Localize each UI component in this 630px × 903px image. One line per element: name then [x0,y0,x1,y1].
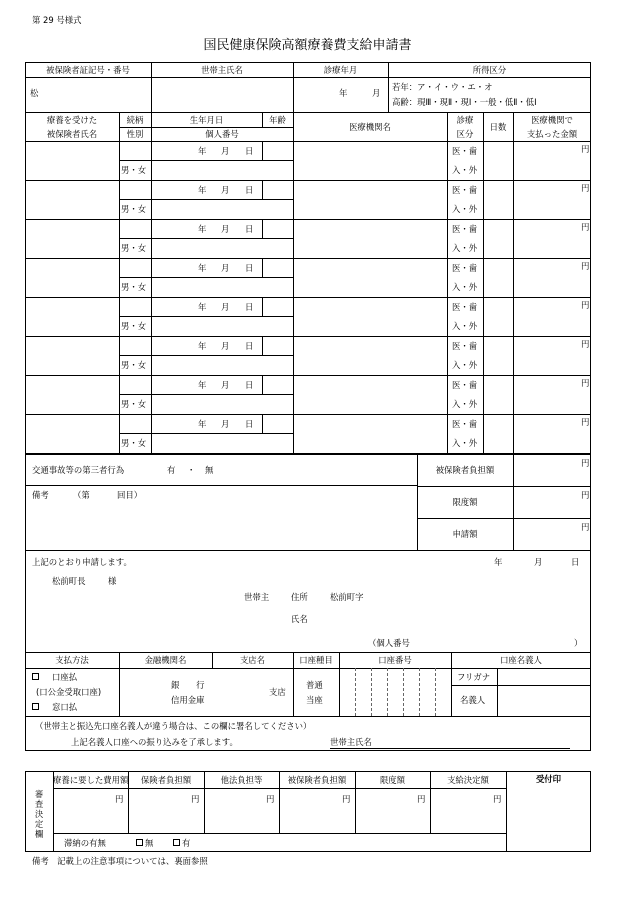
sex-option[interactable]: 男・女 [121,321,147,331]
delegate-sign-label: 世帯主氏名 [330,737,372,747]
sex-option[interactable]: 男・女 [121,438,147,448]
bank-suffix: 銀 行 [171,680,205,690]
review-insured-header: 被保険者負担額 [287,775,347,785]
kind-option-2[interactable]: 入・外 [452,165,478,175]
accident-yes[interactable]: 有 [167,465,176,475]
remarks-label: 備考 [32,490,49,500]
account-number-header: 口座番号 [378,655,412,665]
arrears-exist-checkbox[interactable] [173,839,180,846]
review-side-label: 審 査 決 定 欄 [34,789,44,839]
review-limit-header: 限度額 [379,775,406,785]
branch-suffix: 支店 [269,687,286,697]
insured-no-header: 被保険者証記号・番号 [46,65,130,75]
form-title: 国民健康保険高額療養費支給申請書 [203,38,412,53]
counter-payment-checkbox[interactable] [32,703,39,710]
account-holder-header: 口座名義人 [500,655,542,665]
hospital-header: 医療機関名 [349,122,391,132]
income-young: 若年：ア・イ・ウ・エ・オ [392,82,493,92]
birth-header: 生年月日 [189,115,224,125]
kind-option-2[interactable]: 入・外 [452,360,478,370]
public-account-note: (口公金受取口座) [36,687,102,697]
furigana-label: フリガナ [457,672,491,682]
kind-option-1[interactable]: 医・歯 [452,419,478,429]
accident-no[interactable]: 無 [205,465,214,475]
mynumber-header: 個人番号 [205,129,239,139]
delegate-note: （世帯主と振込先口座名義人が違う場合は、この欄に署名してください） [35,721,312,731]
sex-option[interactable]: 男・女 [121,399,147,409]
kind-option-1[interactable]: 医・歯 [452,302,478,312]
kind-option-2[interactable]: 入・外 [452,204,478,214]
review-other-header: 他法負担等 [220,775,263,785]
account-type-header: 口座種目 [299,655,333,665]
payment-method-header: 支払方法 [55,655,89,665]
review-decision-header: 支給決定額 [447,775,489,785]
credit-union-suffix: 信用金庫 [171,695,205,705]
apply-statement: 上記のとおり申請します。 [32,557,132,567]
mynumber-open: （個人番号 [368,638,410,648]
sex-option[interactable]: 男・女 [121,243,147,253]
name-label: 氏名 [291,614,308,624]
paid-header-2: 支払った金額 [526,129,578,139]
form-number: 第 29 号様式 [32,15,82,25]
main-form [25,62,591,751]
relation-header: 続柄 [126,115,144,125]
paid-header-1: 医療機関で [531,115,573,125]
sex-option[interactable]: 男・女 [121,282,147,292]
mayor-label: 松前町長 [52,576,86,586]
sex-option[interactable]: 男・女 [121,165,147,175]
holder-label: 名義人 [460,695,486,705]
account-transfer-checkbox[interactable] [32,673,39,680]
delegate-consent: 上記名義人口座への振り込みを了承します。 [71,737,238,747]
sex-option[interactable]: 男・女 [121,204,147,214]
patient-header-1: 療養を受けた [46,115,98,125]
kind-option-1[interactable]: 医・歯 [452,263,478,273]
kind-option-2[interactable]: 入・外 [452,438,478,448]
kind-header-2: 区分 [456,129,474,139]
sex-header: 性別 [126,129,144,139]
treatment-month-header: 診療年月 [323,65,358,75]
kind-option-1[interactable]: 医・歯 [452,185,478,195]
arrears-none-checkbox[interactable] [136,839,143,846]
review-insurer-header: 保険者負担額 [140,775,192,785]
bank-name-header: 金融機関名 [144,655,187,665]
kind-option-2[interactable]: 入・外 [452,321,478,331]
apply-amount-label: 申請額 [452,529,478,539]
head-name-header: 世帯主氏名 [201,65,243,75]
reception-stamp-label: 受付印 [535,774,562,784]
sex-option[interactable]: 男・女 [121,360,147,370]
accident-label: 交通事故等の第三者行為 [32,465,125,475]
branch-header: 支店名 [239,655,266,665]
kind-header-1: 診療 [456,115,474,125]
patient-header-2: 被保険者氏名 [46,129,98,139]
kind-option-2[interactable]: 入・外 [452,243,478,253]
kind-option-1[interactable]: 医・歯 [452,224,478,234]
household-head-label: 世帯主 [244,592,270,602]
burden-label: 被保険者負担額 [435,465,495,475]
days-header: 日数 [489,122,507,132]
kind-option-1[interactable]: 医・歯 [452,341,478,351]
age-header: 年齢 [269,115,286,125]
account-ordinary[interactable]: 普通 [306,680,323,690]
arrears-label: 滞納の有無 [64,838,106,848]
kind-option-2[interactable]: 入・外 [452,282,478,292]
address-label: 住所 [291,592,308,602]
kind-option-1[interactable]: 医・歯 [452,146,478,156]
address-value[interactable]: 松前町字 [330,592,364,602]
footer-note: 備考 記載上の注意事項については、裏面参照 [32,856,208,866]
account-current[interactable]: 当座 [306,695,323,705]
review-cost-header: 療養に要した費用額 [53,775,129,785]
limit-label: 限度額 [452,497,478,507]
kind-option-1[interactable]: 医・歯 [452,380,478,390]
income-elder: 高齢：現Ⅲ・現Ⅱ・現Ⅰ・一般・低Ⅱ・低Ⅰ [392,97,537,107]
insured-no-prefix: 松 [30,88,39,98]
kind-option-2[interactable]: 入・外 [452,399,478,409]
income-class-header: 所得区分 [472,65,507,75]
